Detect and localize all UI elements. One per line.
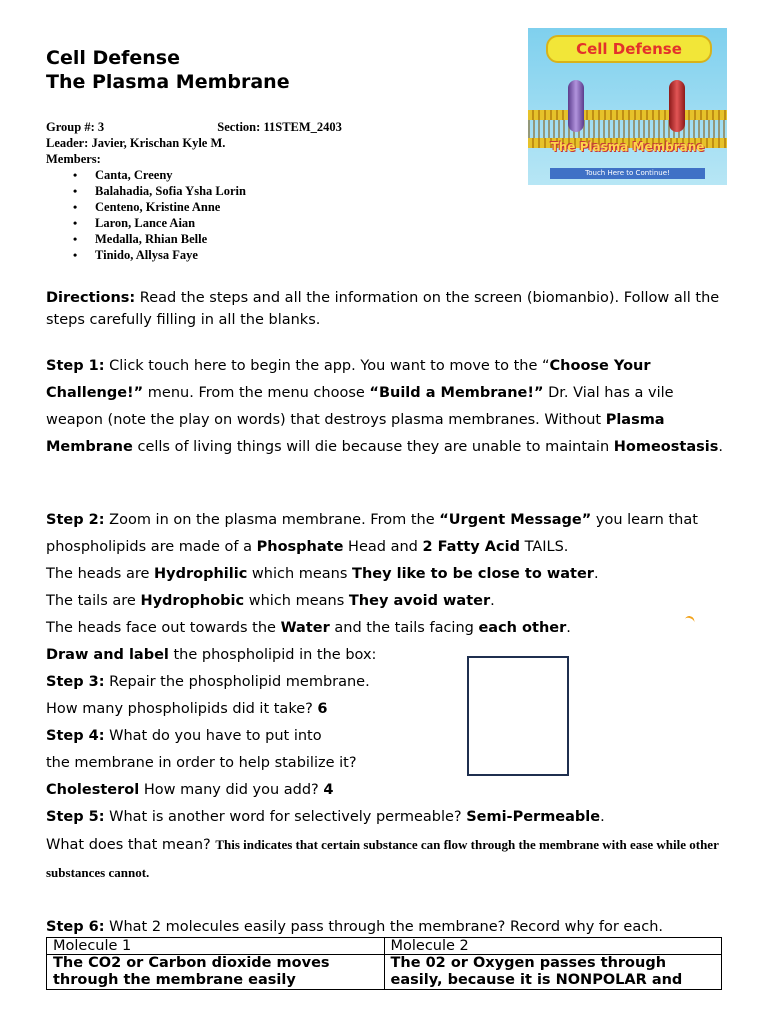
table-header-row [47, 938, 722, 955]
step2-paragraph [46, 507, 726, 887]
face-line: The heads face out towards the Water and the tails facing each other. [46, 620, 571, 636]
line-text: The tails are [46, 593, 141, 609]
line-text: and the tails facing [329, 620, 479, 636]
line-text: which means [244, 593, 349, 609]
line-bold: They like to be close to water [352, 566, 594, 582]
step4-q: How many did you add? [139, 782, 324, 798]
line-text: the phospholipid in the box: [168, 647, 377, 663]
members-list [46, 167, 426, 263]
draw-line [46, 642, 726, 669]
list-item: • Laron, Lance Aian [95, 215, 426, 231]
step3-label: Step 3: [46, 674, 105, 690]
step4-answer: Cholesterol [46, 782, 140, 798]
molecule1-header: Molecule 1 [47, 938, 385, 955]
step6-text: What 2 molecules easily pass through the membrane? Record why for each. [104, 919, 664, 935]
step1-bold: “Build a Membrane!” [369, 385, 544, 401]
molecule2-cell[interactable]: The 02 or Oxygen passes through easily, because it is NONPOLAR and [384, 955, 722, 990]
step2-bold: “Urgent Message” [439, 512, 592, 528]
step1-text: menu. From the menu choose [143, 385, 370, 401]
step5-meaning-answer: This indicates that certain substance can flow through the membrane with ease while other substances cannot. [46, 837, 719, 880]
step3-question [46, 696, 726, 723]
step1-label: Step 1: [46, 358, 105, 374]
step2-intro [46, 507, 726, 561]
step5-answer: Semi-Permeable [466, 809, 601, 825]
cell-defense-banner-image [528, 28, 727, 185]
step4-text: What do you have to put into [104, 728, 322, 744]
step1-bold: Choose Your Challenge!” [46, 358, 651, 401]
step2-bold: Phosphate [256, 539, 344, 555]
step5-q: What does that mean? [46, 837, 216, 853]
step3-answer: 6 [317, 701, 328, 717]
title-line1: Cell Defense [46, 47, 181, 69]
line-bold: Draw and label [46, 647, 169, 663]
step1-text: Dr. Vial has a vile weapon (note the play on words) that destroys plasma membranes. Without [46, 385, 674, 428]
directions-label: Directions: [46, 290, 136, 306]
line-bold: Hydrophobic [140, 593, 245, 609]
step1-bold: Homeostasis [613, 439, 719, 455]
membrane-tails [528, 120, 727, 138]
leader-value: Javier, Krischan Kyle M. [91, 136, 226, 150]
tails-line: The tails are Hydrophobic which means They avoid water. [46, 593, 495, 609]
step4-line [46, 723, 726, 750]
molecule2-header: Molecule 2 [384, 938, 722, 955]
step2-label: Step 2: [46, 512, 105, 528]
list-item: • Centeno, Kristine Anne [95, 199, 426, 215]
step1-bold: Plasma Membrane [46, 412, 665, 455]
step4-label: Step 4: [46, 728, 105, 744]
draw-box[interactable] [467, 656, 569, 776]
banner-title: Cell Defense [546, 35, 712, 63]
step5-line: Step 5: What is another word for selectively permeable? Semi-Permeable. [46, 809, 605, 825]
line-text: The heads face out towards the [46, 620, 281, 636]
step2-text: Zoom in on the plasma membrane. From the [104, 512, 440, 528]
section-value: 11STEM_2403 [263, 120, 342, 134]
list-item: • Canta, Creeny [95, 167, 426, 183]
step1-text: Click touch here to begin the app. You want to move to the “ [104, 358, 550, 374]
line-text: The heads are [46, 566, 154, 582]
group-label: Group #: [46, 120, 95, 134]
step3-line [46, 669, 726, 696]
line-bold: each other [478, 620, 567, 636]
line-bold: Hydrophilic [154, 566, 248, 582]
title-line2: The Plasma Membrane [46, 71, 290, 93]
step4-answer-line [46, 777, 726, 804]
step3-q: How many phospholipids did it take? [46, 701, 318, 717]
line-bold: Water [280, 620, 330, 636]
step4-count: 4 [323, 782, 334, 798]
membrane-heads-top [528, 110, 727, 120]
step1-paragraph [46, 353, 726, 461]
table-row [47, 955, 722, 990]
line-bold: They avoid water [348, 593, 491, 609]
section-label: Section: [217, 120, 261, 134]
molecule-table [46, 937, 722, 990]
group-info [46, 119, 426, 263]
banner-subtitle: The Plasma Membrane [550, 140, 705, 154]
step1-text: . [718, 439, 723, 455]
leader-label: Leader: [46, 136, 89, 150]
directions-paragraph [46, 287, 726, 331]
red-protein-icon [669, 80, 685, 132]
molecule1-cell[interactable]: The CO2 or Carbon dioxide moves through the membrane easily [47, 955, 385, 990]
step3-text: Repair the phospholipid membrane. [104, 674, 370, 690]
line-text: which means [247, 566, 353, 582]
step5-text: What is another word for selectively permeable? [104, 809, 467, 825]
members-label: Members: [46, 152, 101, 166]
step6-label: Step 6: [46, 919, 105, 935]
purple-protein-icon [568, 80, 584, 132]
step4-line2: the membrane in order to help stabilize it? [46, 755, 357, 771]
directions-text: Read the steps and all the information on the screen (biomanbio). Follow all the steps carefully filling in all the blanks. [46, 290, 720, 328]
step2-text: you learn that phospholipids are made of a [46, 512, 698, 555]
step2-bold: 2 Fatty Acid [422, 539, 520, 555]
step5-label: Step 5: [46, 809, 105, 825]
continue-button: Touch Here to Continue! [550, 168, 705, 179]
heads-line: The heads are Hydrophilic which means They like to be close to water. [46, 566, 599, 582]
list-item: • Tinido, Allysa Faye [95, 247, 426, 263]
list-item: • Balahadia, Sofia Ysha Lorin [95, 183, 426, 199]
group-value: 3 [97, 120, 105, 134]
step2-text: Head and [343, 539, 423, 555]
document-title [46, 46, 290, 94]
list-item: • Medalla, Rhian Belle [95, 231, 426, 247]
step1-text: cells of living things will die because they are unable to maintain [132, 439, 614, 455]
step2-text: TAILS. [519, 539, 569, 555]
step5-meaning [46, 831, 726, 887]
